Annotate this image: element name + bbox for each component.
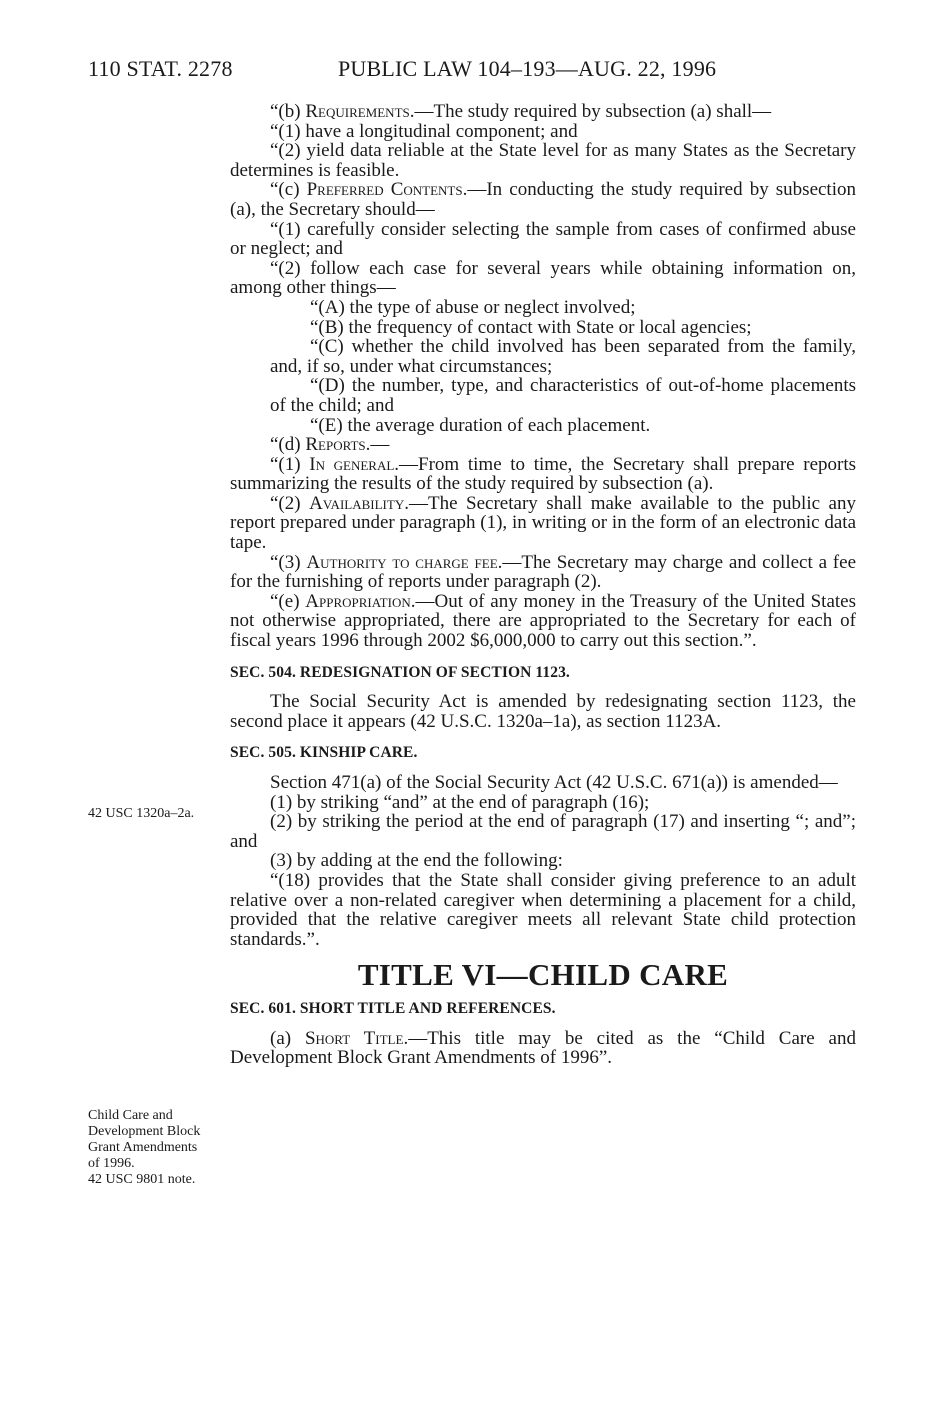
subsection-c-item-1: “(1) carefully consider selecting the sample from cases of confirmed abuse or neglect; and xyxy=(230,218,856,260)
title-vi-heading: TITLE VI—CHILD CARE xyxy=(357,957,729,993)
subsection-c-item-2: “(2) follow each case for several years while obtaining information on, among other things— xyxy=(230,257,856,299)
subsection-c-heading: Preferred Contents xyxy=(306,179,463,201)
subsection-e-heading: Appropriation xyxy=(305,590,411,612)
subsection-d-paragraph-1 xyxy=(190,455,856,494)
subsection-c-subitem-b: “(B) the frequency of contact with State or local agencies; xyxy=(310,316,752,338)
d-p2-open: “(2) xyxy=(270,492,310,514)
subsection-c-subitem-d: “(D) the number, type, and characteristics of out-of-home placements of the child; and xyxy=(270,375,856,416)
subsection-c-open: “(c) xyxy=(270,179,307,201)
section-504-text: The Social Security Act is amended by redesignating section 1123, the second place it appears (42 U.S.C. 1320a–1a), as section 1123A. xyxy=(230,691,856,732)
subsection-d-text: .— xyxy=(365,434,390,456)
d-p1-open: “(1) xyxy=(270,453,310,475)
d-p1-heading: In general xyxy=(309,453,395,475)
margin-note-usc-9801: 42 USC 9801 note. xyxy=(88,1172,196,1187)
subsection-e xyxy=(230,592,856,651)
subsection-c xyxy=(230,180,856,219)
subsection-c-subitem-e: “(E) the average duration of each placement. xyxy=(310,414,651,436)
section-505-item-2: (2) by striking the period at the end of paragraph (17) and inserting “; and”; and xyxy=(230,811,856,852)
subsection-d xyxy=(230,435,856,455)
subsection-b-text: .—The study required by subsection (a) shall— xyxy=(409,101,772,122)
subsection-c-subitem-a: “(A) the type of abuse or neglect involved; xyxy=(310,296,636,318)
d-p2-text: .—The Secretary shall make available to the public any report prepared under paragraph (1), in writing or in the form of an electronic data tape. xyxy=(230,492,856,554)
section-505-heading: SEC. 505. KINSHIP CARE. xyxy=(230,744,418,762)
subsection-b xyxy=(230,102,856,122)
subsection-b-open: “(b) xyxy=(270,101,306,122)
d-p3-heading: Authority to charge fee xyxy=(306,551,498,573)
subsection-e-open: “(e) xyxy=(270,590,306,612)
d-p2-heading: Availability xyxy=(309,492,405,514)
document-body xyxy=(230,102,856,1068)
section-504-heading: SEC. 504. REDESIGNATION OF SECTION 1123. xyxy=(230,663,570,681)
subsection-b-item-2 xyxy=(190,141,856,180)
subsection-c-text: .—In conducting the study required by subsection (a), the Secretary should— xyxy=(230,179,856,220)
margin-note-short-title: Child Care and Development Block Grant Amendments of 1996. xyxy=(88,1108,201,1171)
subsection-b-item-2-text: “(2) yield data reliable at the State level for as many States as the Secretary determines is feasible. xyxy=(230,140,856,181)
subsection-b-heading: Requirements xyxy=(305,101,410,122)
subsection-e-text: .—Out of any money in the Treasury of the United States not otherwise appropriated, there are appropriated to the Secretary for each of fiscal years 1996 through 2002 $6,000,000 to carry out this section.”. xyxy=(230,590,856,652)
section-601-subheading: Short Title xyxy=(304,1027,404,1049)
section-601-text: .—This title may be cited as the “Child Care and Development Block Grant Amendments of 1996”. xyxy=(230,1027,856,1069)
section-601-short-title xyxy=(230,1029,856,1068)
subsection-d-paragraph-3 xyxy=(190,553,856,592)
section-505-item-3: (3) by adding at the end the following: xyxy=(270,850,563,872)
section-601-heading: SEC. 601. SHORT TITLE AND REFERENCES. xyxy=(230,999,556,1017)
d-p3-open: “(3) xyxy=(270,551,307,573)
public-law-title: PUBLIC LAW 104–193—AUG. 22, 1996 xyxy=(338,56,717,81)
statute-page-number: 110 STAT. 2278 xyxy=(88,56,233,81)
section-601-open: (a) xyxy=(270,1027,305,1049)
subsection-d-open: “(d) xyxy=(270,434,306,456)
subsection-b-item-1: “(1) have a longitudinal component; and xyxy=(270,120,578,142)
margin-note-child-care xyxy=(88,1108,208,1188)
d-p1-text: .—From time to time, the Secretary shall prepare reports summarizing the results of the study required by subsection (a). xyxy=(230,453,857,495)
section-505-item-1: (1) by striking “and” at the end of paragraph (16); xyxy=(270,791,650,813)
section-505-intro: Section 471(a) of the Social Security Act (42 U.S.C. 671(a)) is amended— xyxy=(270,772,838,793)
section-505-quote: “(18) provides that the State shall consider giving preference to an adult relative over a non-related caregiver when determining a placement for a child, provided that the relative caregiver meets all relevant State child protection standards.”. xyxy=(230,869,856,950)
subsection-c-subitem-c: “(C) whether the child involved has been separated from the family, and, if so, under what circumstances; xyxy=(270,336,856,377)
subsection-d-heading: Reports xyxy=(305,434,366,456)
subsection-d-paragraph-2 xyxy=(190,494,856,553)
margin-note-usc-1320a: 42 USC 1320a–2a. xyxy=(88,806,195,821)
d-p3-text: .—The Secretary may charge and collect a fee for the furnishing of reports under paragraph (2). xyxy=(230,551,857,593)
